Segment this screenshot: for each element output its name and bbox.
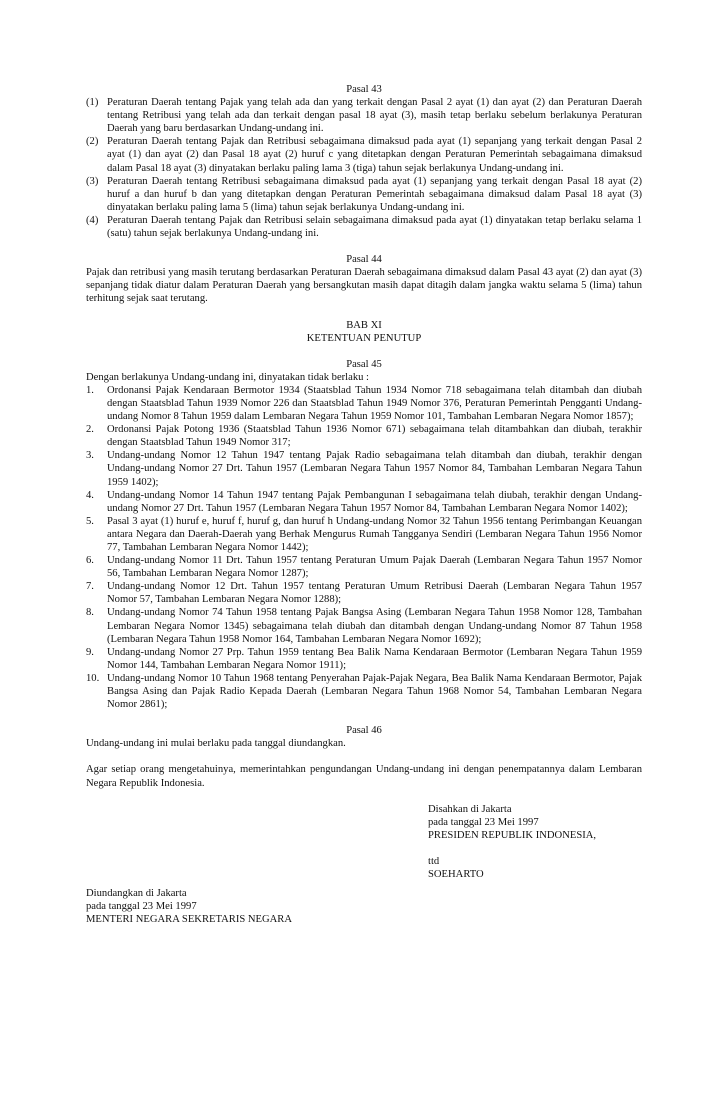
- document-body: [86, 83, 642, 926]
- item-text: Ordonansi Pajak Potong 1936 (Staatsblad Tahun 1936 Nomor 671) sebagaimana telah ditambahkan dan diubah, terakhir dengan Staatsblad Tahun 1949 Nomor 317;: [107, 424, 642, 449]
- item-text: Undang-undang Nomor 12 Drt. Tahun 1957 tentang Peraturan Umum Retribusi Daerah (Lembaran Negara Tahun 1957 Nomor 57, Tambahan Lembaran Negara Nomor 1288);: [107, 581, 642, 606]
- pasal-43-title: Pasal 43: [346, 84, 382, 95]
- promulgation-date: pada tanggal 23 Mei 1997: [86, 901, 197, 913]
- chapter-heading: [86, 319, 642, 345]
- signature-date: pada tanggal 23 Mei 1997: [428, 816, 539, 828]
- pasal-45-item: [86, 489, 642, 515]
- item-text: Peraturan Daerah tentang Pajak dan Retribusi selain sebagaimana dimaksud pada ayat (1) dinyatakan tetap berlaku selama 1 (satu) tahun sejak berlakunya Undang-undang ini.: [107, 214, 642, 240]
- pasal-45-item: [86, 672, 642, 711]
- item-text: Peraturan Daerah tentang Pajak dan Retribusi sebagaimana dimaksud pada ayat (1) sepanjang yang terkait dengan Pasal 2 ayat (1) dan ayat (2) dan Pasal 18 ayat (2) huruf c yang ditetapkan dengan Peraturan Pemerintah sebagaimana dimaksud dalam Pasal 18 ayat (3) dinyatakan berlaku paling lama 3 (tiga) tahun sejak berlakunya Undang-undang ini.: [107, 136, 642, 174]
- item-number: 6.: [86, 555, 94, 567]
- spacer: [86, 790, 642, 803]
- pasal-44-section: [86, 253, 642, 305]
- signature-ttd: ttd: [428, 855, 440, 867]
- pasal-45-section: [86, 358, 642, 712]
- item-text: Undang-undang Nomor 27 Prp. Tahun 1959 tentang Bea Balik Nama Kendaraan Bermotor (Lembaran Negara Tahun 1959 Nomor 144, Tambahan Lembaran Negara Nomor 1911);: [107, 646, 642, 671]
- spacer: [86, 345, 642, 358]
- spacer: [86, 306, 642, 319]
- promulgation-block: [86, 887, 642, 926]
- item-text: Peraturan Daerah tentang Retribusi sebagaimana dimaksud pada ayat (1) sepanjang yang terkait dengan Pasal 18 ayat (2) huruf a dan huruf b dan yang ditetapkan dengan Peraturan Pemerintah sebagaimana dimaksud dalam Pasal 18 ayat (3) dinyatakan berlaku paling lama 5 (lima) tahun sejak berlakunya Undang-undang ini.: [107, 175, 642, 213]
- spacer: [86, 711, 642, 724]
- item-number: (1): [86, 97, 99, 109]
- item-number: 2.: [86, 424, 94, 436]
- pasal-43-section: [86, 83, 642, 240]
- item-number: 7.: [86, 581, 94, 593]
- pasal-45-item: [86, 646, 642, 672]
- pasal-45-item: [86, 606, 642, 645]
- pasal-45-item: [86, 384, 642, 423]
- pasal-43-item: [86, 214, 642, 240]
- item-text: Undang-undang Nomor 11 Drt. Tahun 1957 tentang Peraturan Umum Pajak Daerah (Lembaran Negara Tahun 1957 Nomor 56, Tambahan Lembaran Negara Nomor 1287);: [107, 555, 642, 580]
- item-text: Undang-undang Nomor 14 Tahun 1947 tentang Pajak Pembangunan I sebagaimana telah diubah, terakhir dengan Undang-undang Nomor 27 Drt. Tahun 1957 (Lembaran Negara Tahun 1957 Nomor 84, Tambahan Lembaran Negara Nomor 1402);: [107, 489, 642, 514]
- item-number: (3): [86, 175, 99, 187]
- item-number: (4): [86, 214, 99, 226]
- pasal-45-item: [86, 580, 642, 606]
- pasal-45-item: [86, 423, 642, 449]
- pasal-45-title: Pasal 45: [346, 358, 382, 370]
- chapter-subtitle: KETENTUAN PENUTUP: [306, 332, 422, 344]
- pasal-43-item: [86, 175, 642, 214]
- item-text: Peraturan Daerah tentang Pajak yang telah ada dan yang terkait dengan Pasal 2 ayat (1) dan ayat (2) dan Peraturan Daerah tentang Retribusi yang telah ada dan terkait dengan pasal 18 ayat (3), masih tetap berlaku sebelum berlakunya Peraturan Daerah yang baru berdasarkan Undang-undang ini.: [107, 97, 642, 135]
- pasal-46-closing: Agar setiap orang mengetahuinya, memerintahkan pengundangan Undang-undang ini dengan penempatannya dalam Lembaran Negara Republik Indonesia.: [86, 764, 642, 789]
- pasal-46-title: Pasal 46: [346, 725, 382, 737]
- chapter-title: BAB XI: [346, 319, 382, 331]
- item-number: 3.: [86, 450, 94, 462]
- item-number: 4.: [86, 489, 94, 501]
- signature-position: PRESIDEN REPUBLIK INDONESIA,: [428, 829, 597, 841]
- promulgation-place: Diundangkan di Jakarta: [86, 888, 187, 900]
- pasal-45-intro: Dengan berlakunya Undang-undang ini, dinyatakan tidak berlaku :: [86, 371, 370, 383]
- pasal-44-text: Pajak dan retribusi yang masih terutang berdasarkan Peraturan Daerah sebagaimana dimaksud dalam Pasal 43 ayat (2) dan ayat (3) sepanjang tidak diatur dalam Peraturan Daerah yang bersangkutan masih dapat ditagih dalam jangka waktu selama 5 (lima) tahun terhitung sejak saat terutang.: [86, 267, 642, 305]
- item-text: Undang-undang Nomor 12 Tahun 1947 tentang Pajak Radio sebagaimana telah ditambah dan diubah, terakhir dengan Undang-undang Nomor 27 Drt. Tahun 1957 (Lembaran Negara Tahun 1957 Nomor 84, Tambahan Lembaran Negara Tahun 1959 1402);: [107, 450, 642, 488]
- pasal-45-item: [86, 515, 642, 554]
- item-number: (2): [86, 136, 99, 148]
- item-number: 8.: [86, 607, 94, 619]
- spacer: [428, 842, 642, 855]
- pasal-43-item: [86, 96, 642, 135]
- promulgation-position: MENTERI NEGARA SEKRETARIS NEGARA: [86, 914, 293, 926]
- pasal-46-section: [86, 724, 642, 789]
- pasal-45-item: [86, 449, 642, 488]
- pasal-46-text: Undang-undang ini mulai berlaku pada tanggal diundangkan.: [86, 738, 346, 750]
- pasal-43-item: [86, 135, 642, 174]
- spacer: [86, 750, 642, 763]
- item-number: 9.: [86, 646, 94, 658]
- pasal-45-item: [86, 554, 642, 580]
- president-signature-block: [428, 803, 642, 881]
- item-number: 5.: [86, 515, 94, 527]
- signature-name: SOEHARTO: [428, 868, 484, 880]
- item-text: Ordonansi Pajak Kendaraan Bermotor 1934 (Staatsblad Tahun 1934 Nomor 718 sebagaimana telah ditambah dan diubah dengan Staatsblad Tahun 1939 Nomor 226 dan Staatsblad Tahun 1949 Nomor 376, Peraturan Pemerintah Pengganti Undang-undang Nomor 8 Tahun 1959 dalam Lembaran Negara Tahun 1959 Nomor 101, Tambahan Lembaran Negara Nomor 1857);: [107, 384, 642, 423]
- item-text: Pasal 3 ayat (1) huruf e, huruf f, huruf g, dan huruf h Undang-undang Nomor 32 Tahun 1956 tentang Perimbangan Keuangan antara Negara dan Daerah-Daerah yang Berhak Mengurus Rumah Tangganya Sendiri (Lembaran Negara Tahun 1956 Nomor 77, Tambahan Lembaran Negara Nomor 1442);: [107, 515, 642, 553]
- spacer: [86, 240, 642, 253]
- item-number: 1.: [86, 384, 94, 396]
- item-text: Undang-undang Nomor 74 Tahun 1958 tentang Pajak Bangsa Asing (Lembaran Negara Tahun 1958 Nomor 128, Tambahan Lembaran Negara Nomor 1345) sebagaimana telah diubah dan ditambah dengan Undang-undang Nomor 87 Tahun 1958 (Lembaran Negara Tahun 1958 Nomor 164, Tambahan Lembaran Negara Nomor 1692);: [107, 607, 642, 645]
- item-number: 10.: [86, 672, 100, 684]
- signature-place: Disahkan di Jakarta: [428, 803, 512, 815]
- pasal-44-title: Pasal 44: [346, 254, 382, 266]
- item-text: Undang-undang Nomor 10 Tahun 1968 tentang Penyerahan Pajak-Pajak Negara, Bea Balik Nama Kendaraan Bermotor, Pajak Bangsa Asing dan Pajak Radio Kepada Daerah (Lembaran Negara Tahun 1968 Nomor 54, Tambahan Lembaran Negara Nomor 2861);: [107, 672, 642, 711]
